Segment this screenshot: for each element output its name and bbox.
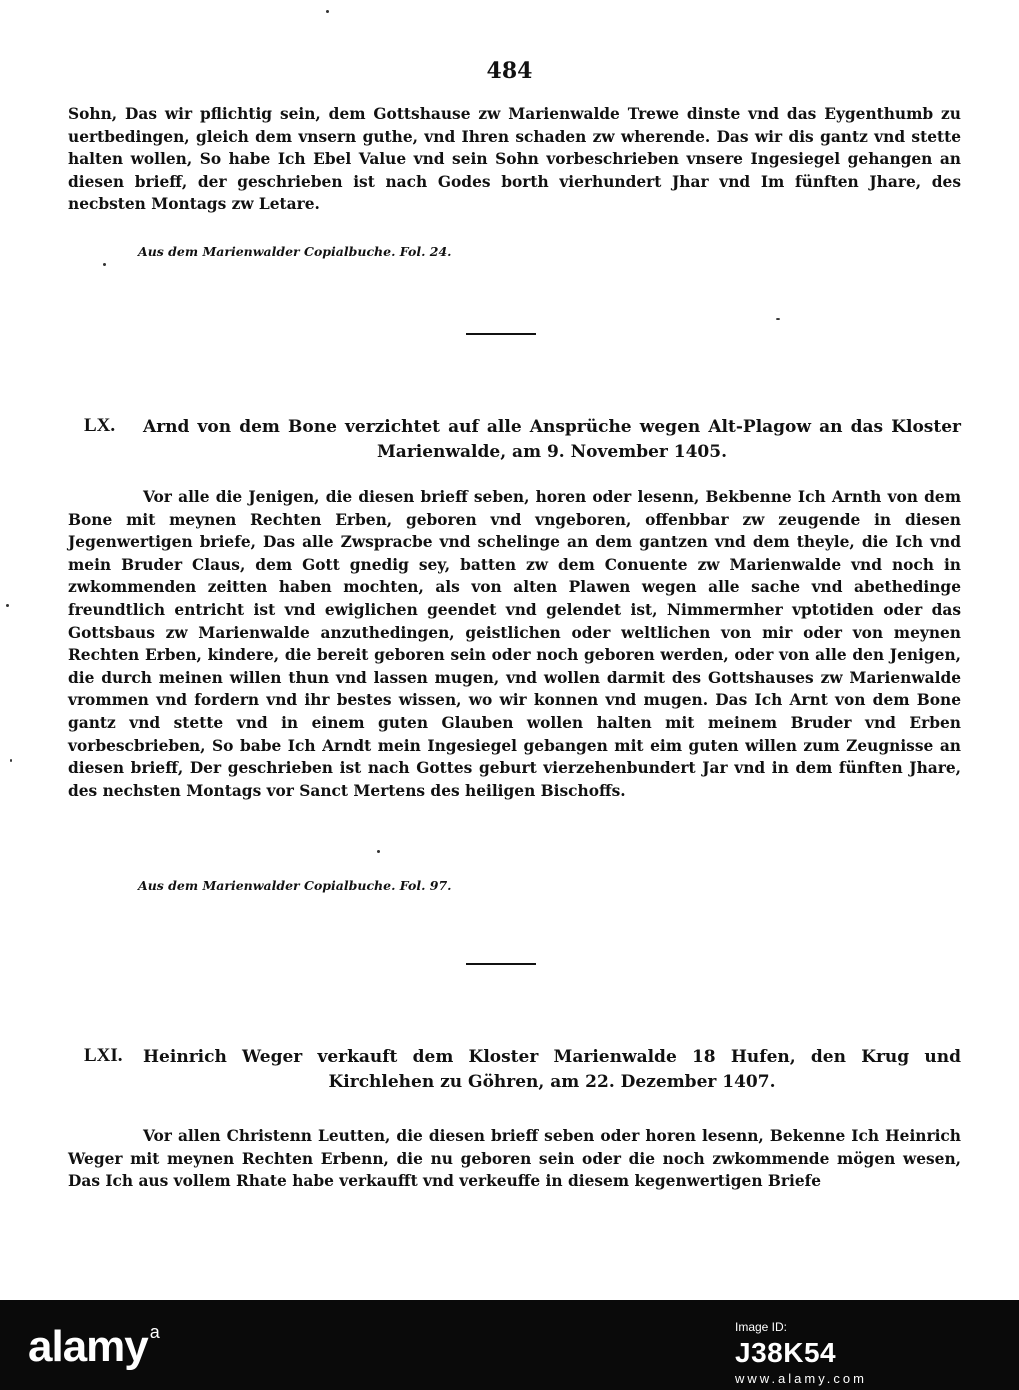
- doc61-heading: [68, 1045, 961, 1095]
- doc60-number: LX.: [84, 415, 116, 436]
- scan-speck: [103, 263, 106, 266]
- watermark-banner: [0, 1300, 1019, 1390]
- scan-speck: [10, 759, 12, 762]
- image-id: J38K54: [735, 1337, 837, 1368]
- doc60-title: Arnd von dem Bone verzichtet auf alle Ansprüche wegen Alt-Plagow an das Kloster Marienwalde, am 9. November 1405.: [143, 417, 961, 462]
- doc59-source-note: Aus dem Marienwalder Copialbuche. Fol. 24.: [138, 244, 452, 259]
- doc60-heading: [68, 415, 961, 465]
- section-divider: [466, 963, 536, 965]
- scan-speck: [326, 10, 329, 13]
- doc61-number: LXI.: [84, 1045, 123, 1066]
- section-divider: [466, 333, 536, 335]
- brand-name: alamy: [28, 1322, 148, 1371]
- scan-speck: [776, 318, 780, 320]
- image-id-block: [735, 1318, 867, 1388]
- trademark-icon: a: [149, 1322, 159, 1342]
- scan-speck: [6, 604, 9, 607]
- doc61-body-text: Vor allen Christenn Leutten, die diesen brieff seben oder horen lesenn, Bekenne Ich Heinrich Weger mit meynen Rechten Erbenn, die nu geboren sein oder die noch zwkommende mögen wesen, Das Ich aus vollem Rhate habe verkaufft vnd verkeuffe in diesem kegenwertigen Briefe: [68, 1127, 961, 1191]
- doc60-source-note: Aus dem Marienwalder Copialbuche. Fol. 97.: [138, 878, 452, 893]
- site-url: www.alamy.com: [735, 1371, 867, 1386]
- doc60-body-text: Vor alle die Jenigen, die diesen brieff seben, horen oder lesenn, Bekbenne Ich Arnth von dem Bone mit meynen Rechten Erben, geboren vnd vngeboren, offenbbar zw zeugende in diesen Jegenwertigen briefe, Das alle Zwspracbe vnd schelinge an dem gantzen vnd dem theyle, die Ich vnd mein Bruder Claus, dem Gott gnedig sey, batten zw dem Conuente zw Marienwalde vnd noch in zwkommenden zeitten haben mochten, als von alten Plawen wegen alle sache vnd abethedinge freundtlich entricht ist vnd ewiglichen geendet vnd gelendet ist, Nimmermher vptotiden oder das Gottsbaus zw Marienwalde anzuthedingen, geistlichen oder weltlichen von mir oder von meynen Rechten Erben, kindere, die bereit geboren sein oder noch geboren werden, oder von alle den Jenigen, die durch meinen willen thun vnd lassen mugen, vnd wollen darmit des Gottshauses zw Marienwalde vrommen vnd fordern vnd ihr bestes wissen, wo wir konnen vnd mugen. Das Ich Arnt von dem Bone gantz vnd stette vnd in einem guten Glauben wollen halten mit meinem Bruder vnd Erben vorbescbrieben, So babe Ich Arndt mein Ingesiegel gebangen mit eim guten willen zum Zeugnisse an diesen brieff, Der geschrieben ist nach Gottes geburt vierzehenbundert Jar vnd in dem fünften Jhare, des nechsten Montags vor Sanct Mertens des heiligen Bischoffs.: [68, 488, 961, 800]
- image-id-caption: Image ID:: [735, 1320, 788, 1334]
- doc61-title: Heinrich Weger verkauft dem Kloster Marienwalde 18 Hufen, den Krug und Kirchlehen zu Göhren, am 22. Dezember 1407.: [143, 1047, 961, 1092]
- scan-speck: [377, 850, 380, 853]
- alamy-logo: [28, 1322, 159, 1372]
- page-number: 484: [486, 58, 533, 84]
- doc59-closing-text: Sohn, Das wir pflichtig sein, dem Gottshause zw Marienwalde Trewe dinste vnd das Eygenthumb zu uertbedingen, gleich dem vnsern guthe, vnd Ihren schaden zw wherende. Das wir dis gantz vnd stette halten wollen, So habe Ich Ebel Value vnd sein Sohn vorbeschrieben vnsere Ingesiegel gehangen an diesen brieff, der geschrieben ist nach Godes borth vierhundert Jhar vnd Im fünften Jhare, des necbsten Montags zw Letare.: [68, 105, 961, 214]
